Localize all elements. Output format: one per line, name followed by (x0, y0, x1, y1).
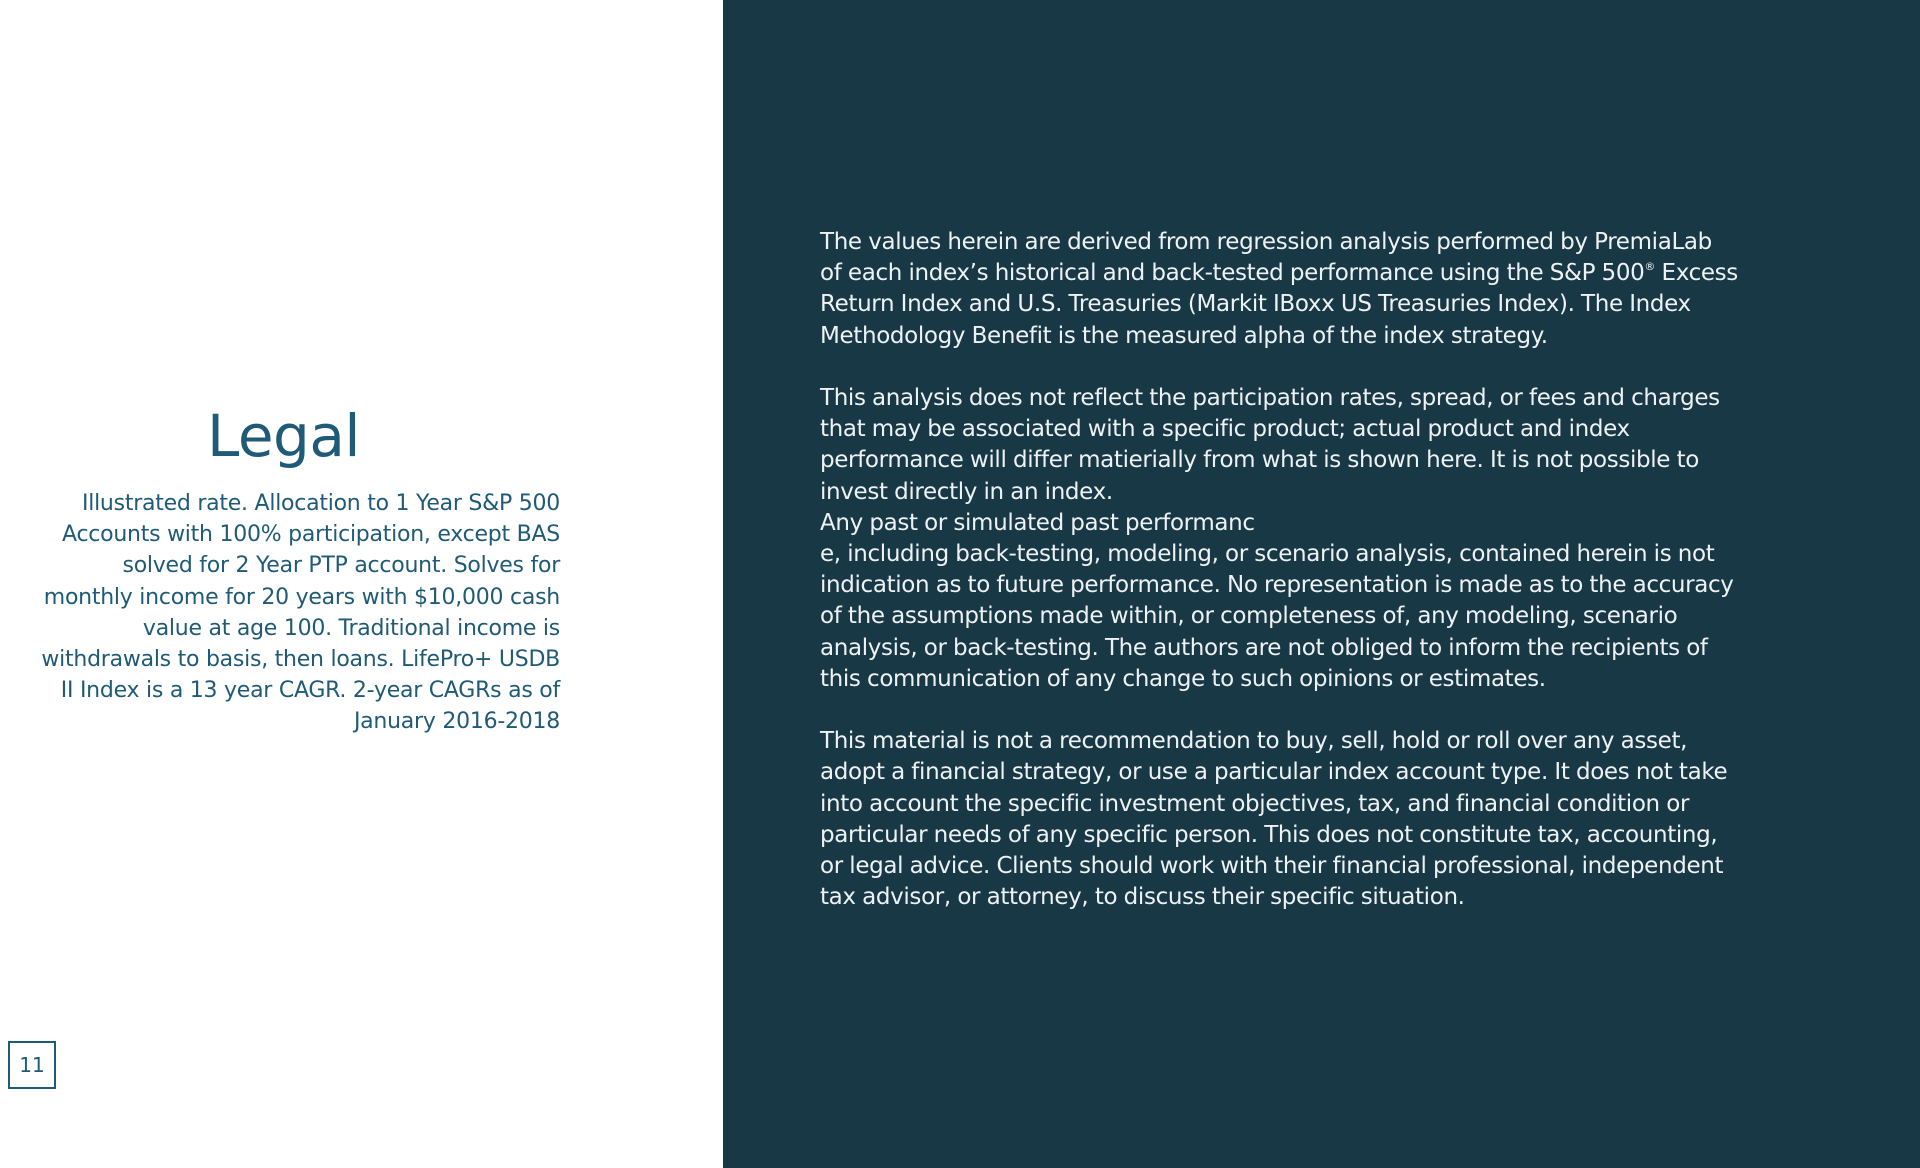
disclaimer-paragraph-performance (820, 383, 1800, 695)
illustration-footnote: Illustrated rate. Allocation to 1 Year S&P 500 Accounts with 100% participation, except BAS solved for 2 Year PTP account. Solves for monthly income for 20 years with $10,000 cash value at age 100. Traditional income is withdrawals to basis, then loans. LifePro+ USDB II Index is a 13 year CAGR. 2-year CAGRs as of January 2016-2018 (41, 491, 560, 735)
disclaimer-paragraph-methodology (820, 227, 1800, 352)
registered-mark: ® (1644, 260, 1656, 274)
text-line: This analysis does not reflect the participation rates, spread, or fees and charges (820, 385, 1720, 411)
text-line: or legal advice. Clients should work with their financial professional, independent (820, 853, 1724, 880)
text-line: tax advisor, or attorney, to discuss their specific situation. (820, 884, 1465, 911)
text-line: this communication of any change to such opinions or estimates. (820, 665, 1546, 692)
text-line: e, including back-testing, modeling, or scenario analysis, contained herein is not (820, 541, 1715, 568)
disclaimer-paragraph-advice (820, 726, 1800, 913)
text-line: Methodology Benefit is the measured alpha of the index strategy. (820, 322, 1548, 349)
left-panel (0, 0, 723, 1168)
text-line-segment: of each index’s historical and back-tested performance using the S&P 500 (820, 260, 1645, 287)
text-line: indication as to future performance. No representation is made as to the accuracy (820, 572, 1734, 599)
text-line: that may be associated with a specific product; actual product and index (820, 416, 1630, 443)
disclaimer-text (820, 227, 1800, 945)
text-line: performance will differ matierially from what is shown here. It is not possible to (820, 447, 1699, 474)
text-line: adopt a financial strategy, or use a particular index account type. It does not take (820, 759, 1728, 786)
page-title: Legal (207, 402, 360, 470)
text-line: Return Index and U.S. Treasuries (Markit IBoxx US Treasuries Index). The Index (820, 291, 1691, 318)
text-line: invest directly in an index. (820, 478, 1113, 505)
text-line: This material is not a recommendation to buy, sell, hold or roll over any asset, (820, 728, 1688, 755)
text-line: particular needs of any specific person. This does not constitute tax, accounting, (820, 821, 1718, 848)
text-line-segment: Excess (1655, 260, 1738, 287)
text-line: of the assumptions made within, or completeness of, any modeling, scenario (820, 603, 1678, 630)
page-number-badge: 11 (8, 1041, 56, 1089)
text-line: The values herein are derived from regression analysis performed by PremiaLab (820, 229, 1712, 255)
text-line: Any past or simulated past performanc (820, 509, 1255, 536)
text-line: into account the specific investment objectives, tax, and financial condition or (820, 790, 1690, 817)
text-line: analysis, or back-testing. The authors are not obliged to inform the recipients of (820, 634, 1708, 661)
text-line (820, 258, 1800, 289)
